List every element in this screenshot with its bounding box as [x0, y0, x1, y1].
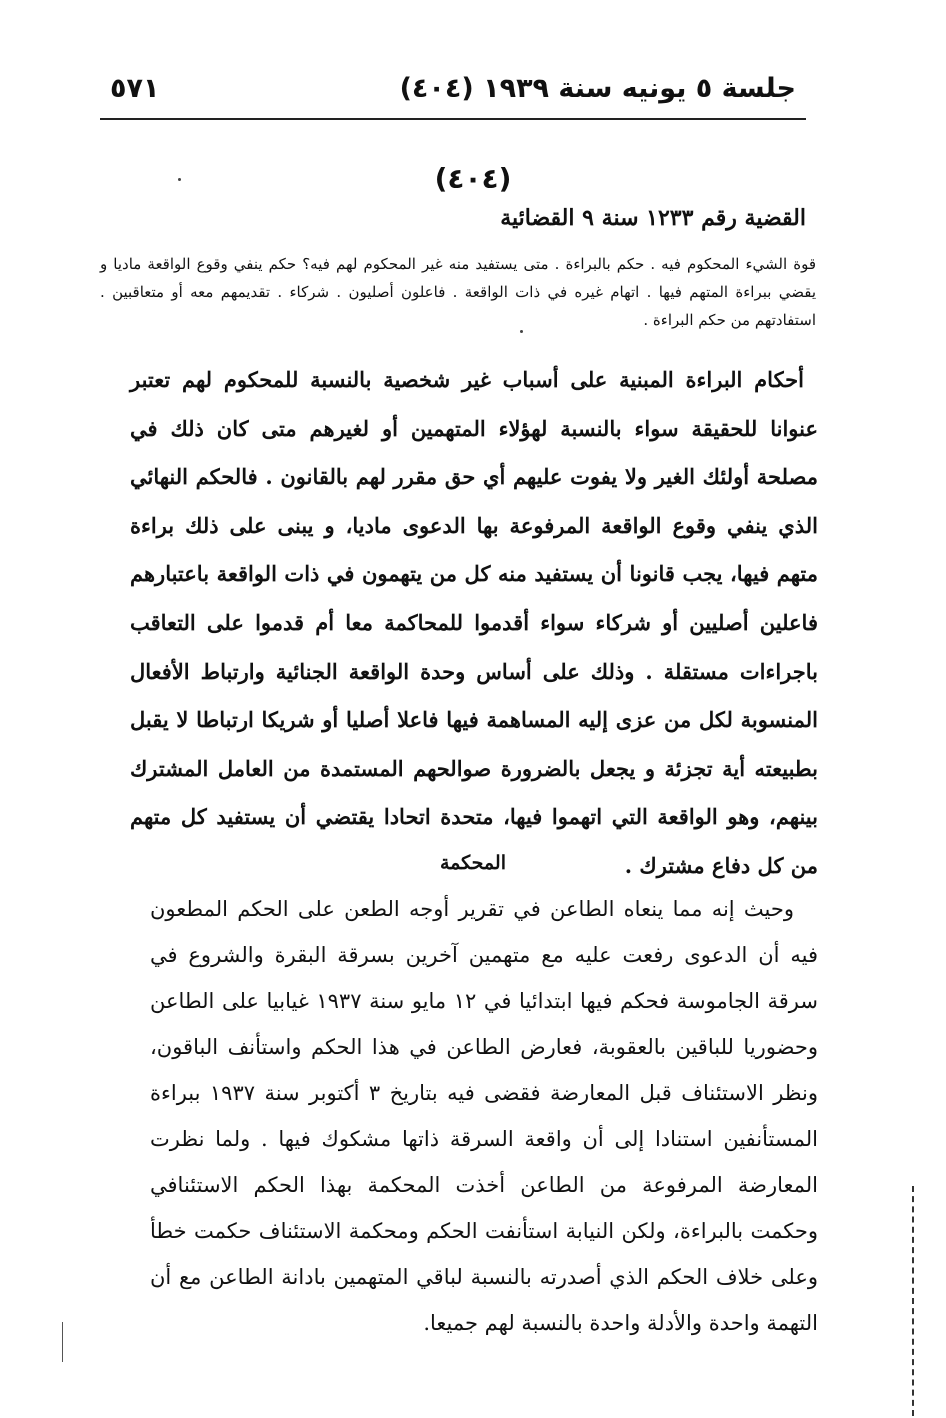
running-head-title: جلسة ٥ يونيه سنة ١٩٣٩ (٤٠٤): [399, 72, 796, 104]
legal-principle: أحكام البراءة المبنية على أسباب غير شخصية بالنسبة للمحكوم لهم تعتبر عنوانا للحقيقة سواء بالنسبة لهؤلاء المتهمين أو لغيرهم متى كان ذلك في مصلحة أولئك الغير ولا يفوت عليهم أي حق مقرر لهم بالقانون . فالحكم النهائي الذي ينفي وقوع الواقعة المرفوعة بها الدعوى ماديا، و يبنى على ذلك براءة متهم فيها، يجب قانونا أن يستفيد منه كل من يتهمون في ذات الواقعة باعتبارهم فاعلين أصليين أو شركاء سواء أقدموا للمحاكمة معا أم قدموا على التعاقب باجراءات مستقلة . وذلك على أساس وحدة الواقعة الجنائية وارتباط الأفعال المنسوبة لكل من عزى إليه المساهمة فيها فاعلا أصليا أو شريكا ارتباطا لا يقبل بطبيعته أية تجزئة و يجعل بالضرورة صوالحهم المستمدة من العامل المشترك بينهم، وهو الواقعة التي اتهموا فيها، متحدة اتحادا يقتضي أن يستفيد كل متهم من كل دفاع مشترك .: [130, 367, 818, 878]
case-number: (٤٠٤): [434, 162, 512, 195]
header-rule: [100, 118, 806, 120]
section-heading: المحكمة: [440, 852, 506, 874]
margin-mark: [912, 1186, 914, 1416]
margin-mark-left: [62, 1322, 63, 1362]
scan-speck: [178, 178, 181, 181]
case-reference: القضية رقم ١٢٣٣ سنة ٩ القضائية: [500, 205, 806, 231]
running-head: [110, 66, 796, 110]
page-number: ٥٧١: [110, 72, 160, 104]
ruling-text: وحيث إنه مما ينعاه الطاعن في تقرير أوجه الطعن على الحكم المطعون فيه أن الدعوى رفعت عليه مع متهمين آخرين بسرقة البقرة والشروع في سرقة الجاموسة فحكم فيها ابتدائيا في ١٢ مايو سنة ١٩٣٧ غيابيا على الطاعن وحضوريا للباقين بالعقوبة، فعارض الطاعن في هذا الحكم واستأنف الباقون، ونظر الاستئناف قبل المعارضة فقضى فيه بتاريخ ٣ أكتوبر سنة ١٩٣٧ ببراءة المستأنفين استنادا إلى أن واقعة السرقة ذاتها مشكوك فيها . ولما نظرت المعارضة المرفوعة من الطاعن أخذت المحكمة بهذا الحكم الاستئنافي وحكمت بالبراءة، ولكن النيابة استأنفت الحكم ومحكمة الاستئناف حكمت خطأ وعلى خلاف الحكم الذي أصدرته بالنسبة لباقي المتهمين بادانة الطاعن مع أن التهمة واحدة والأدلة واحدة بالنسبة لهم جميعا.: [150, 897, 818, 1335]
scan-speck: [520, 330, 523, 333]
headnote-keywords: قوة الشيء المحكوم فيه . حكم بالبراءة . متى يستفيد منه غير المحكوم لهم فيه؟ حكم ينفي وقوع الواقعة ماديا و يقضي ببراءة المتهم فيها . اتهام غيره في ذات الواقعة . فاعلون أصليون . شركاء . تقديمهم معه أو متعاقبين . استفادتهم من حكم البراءة .: [100, 255, 816, 329]
